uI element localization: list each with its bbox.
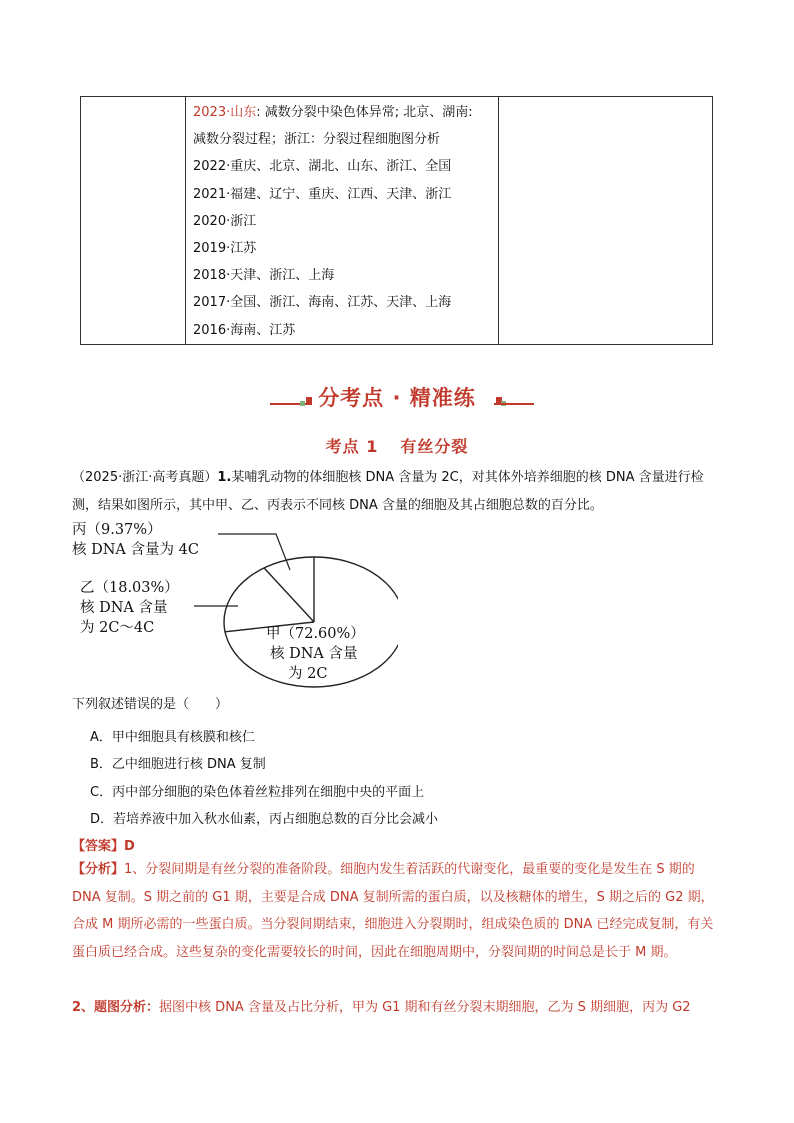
analysis-paragraph-1: [72, 856, 722, 966]
history-lines: [193, 99, 498, 344]
history-line-text: 减数分裂过程；浙江：分裂过程细胞图分析: [193, 132, 441, 148]
history-line-text: 2020·浙江: [193, 213, 257, 229]
exam-history-table: [80, 96, 713, 345]
pie-label-bing-line1: 丙（9.37%）: [72, 522, 162, 538]
history-line-text: 2016·海南、江苏: [193, 322, 296, 338]
pie-label-bing: [72, 520, 199, 560]
history-line: [193, 235, 498, 262]
question-stem-text: 某哺乳动物的体细胞核 DNA 含量为 2C，对其体外培养细胞的核 DNA 含量进行检测，结果如图所示，其中甲、乙、丙表示不同核 DNA 含量的细胞及其占细胞总数的百分比。: [72, 470, 704, 513]
answer-label: 【答案】: [72, 839, 125, 854]
kaodian-name: 有丝分裂: [400, 437, 469, 456]
analysis-p2: 据图中核 DNA 含量及占比分析，甲为 G1 期和有丝分裂末期细胞，乙为 S 期细胞，丙为 G2: [159, 1000, 691, 1015]
analysis-p1: 1、分裂间期是有丝分裂的准备阶段。细胞内发生着活跃的代谢变化，最重要的变化是发生在 S 期的 DNA 复制。S 期之前的 G1 期，主要是合成 DNA 复制所需的蛋白质，以及核糖体的增生，S 期之后的 G2 期，合成 M 期所必需的一些蛋白质。当分裂间期结束，细胞进入分裂期时，组成染色质的 DNA 已经完成复制，有关蛋白质已经合成。这些复杂的变化需要较长的时间，因此在细胞周期中，分裂间期的时间总是长于 M 期。: [72, 862, 714, 960]
history-line-text: 2017·全国、浙江、海南、江苏、天津、上海: [193, 295, 452, 311]
history-line: [193, 289, 498, 316]
history-line: [193, 99, 498, 126]
option-d[interactable]: D．若培养液中加入秋水仙素，丙占细胞总数的百分比会减小: [90, 812, 439, 827]
pie-label-jia-line2: 核 DNA 含量: [270, 646, 358, 662]
history-line-text: : 减数分裂中染色体异常; 北京、湖南:: [256, 105, 473, 120]
pie-label-jia-line3: 为 2C: [288, 666, 328, 682]
history-line-text: 2021·福建、辽宁、重庆、江西、天津、浙江: [193, 186, 452, 202]
history-line: [193, 208, 498, 235]
answer-value: D: [124, 839, 135, 854]
history-line-text: 2023·山东: [193, 105, 257, 120]
pie-label-jia: [266, 624, 365, 684]
answer: [72, 835, 135, 854]
option-b[interactable]: B．乙中细胞进行核 DNA 复制: [90, 757, 266, 772]
pie-label-yi: [80, 578, 179, 638]
analysis-p2-label: 2、题图分析：: [72, 1000, 160, 1015]
question-ask: 下列叙述错误的是（ ）: [72, 697, 229, 712]
kaodian-label: 考点 1: [325, 437, 379, 456]
section-title: 分考点 · 精准练: [318, 386, 476, 410]
table-cell-right: [499, 97, 713, 345]
history-line: [193, 181, 498, 208]
pie-leader-bing: [218, 534, 290, 570]
section-header: [0, 380, 794, 416]
history-line: [193, 317, 498, 344]
analysis-label: 【分析】: [72, 862, 125, 877]
pie-label-yi-line1: 乙（18.03%）: [80, 580, 179, 596]
pie-chart: [68, 518, 398, 690]
table-cell-history: [186, 97, 499, 345]
option-a[interactable]: A．甲中细胞具有核膜和核仁: [90, 730, 255, 745]
history-line-text: 2018·天津、浙江、上海: [193, 268, 335, 284]
history-line: [193, 153, 498, 180]
history-line: [193, 126, 498, 153]
question-number: 1.: [217, 470, 232, 485]
pie-label-yi-line2: 核 DNA 含量: [80, 600, 168, 616]
option-c[interactable]: C．丙中部分细胞的染色体着丝粒排列在细胞中央的平面上: [90, 785, 425, 800]
history-line-text: 2022·重庆、北京、湖北、山东、浙江、全国: [193, 159, 452, 175]
history-line-text: 2019·江苏: [193, 240, 257, 256]
pie-label-bing-line2: 核 DNA 含量为 4C: [72, 542, 199, 558]
analysis-paragraph-2: [72, 994, 722, 1022]
pie-slice-bing-boundary: [264, 568, 314, 622]
pie-label-yi-line3: 为 2C～4C: [80, 620, 155, 636]
kaodian-title: [0, 434, 794, 457]
header-rule-right: [494, 403, 534, 405]
question-stem: [72, 464, 722, 520]
table-cell-left: [81, 97, 186, 345]
history-line: [193, 262, 498, 289]
pie-label-jia-line1: 甲（72.60%）: [266, 626, 365, 642]
question-source: （2025·浙江·高考真题）: [72, 470, 218, 485]
